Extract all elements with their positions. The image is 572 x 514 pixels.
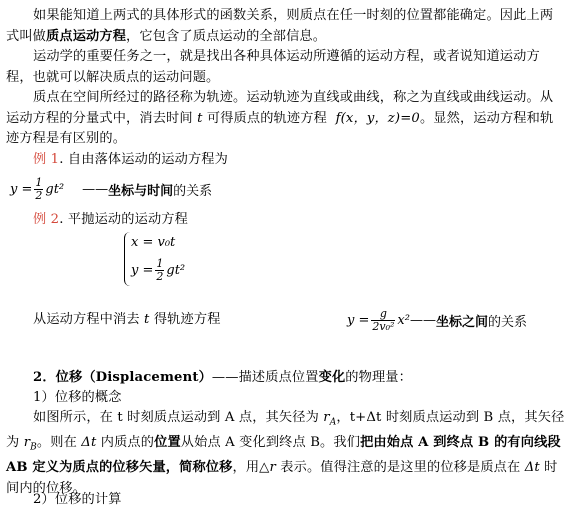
example-1-equation xyxy=(10,172,570,206)
eq1-right: gt² xyxy=(45,181,65,197)
example-1-text: . 自由落体运动的运动方程为 xyxy=(59,152,228,167)
trajectory-text: 从运动方程中消去 t 得轨迹方程 xyxy=(33,312,221,327)
example-2-heading xyxy=(33,210,572,231)
eq1-dash: —— xyxy=(82,181,109,197)
paragraph-displacement: 如图所示，在 t 时刻质点运动到 A 点，其矢径为 $r_A$，t+Δt 时刻质点运动到 B 点，其矢径为 $r_B$。则在 Δt 内质点的位置从始点 A 变化到终点 B。我们把由始点 A 到终点 B 的有向线段 AB 定义为质点的位移矢量，简称位移，用△r 表示。值得注意的是这里的位移是质点在 Δt 时间内的位移。 xyxy=(6,410,565,496)
system-line-y: y = $\frac{1}{2}$ gt² xyxy=(131,256,186,283)
para3-text-3: 。显然，运动方程和轨迹方程是有区别的。 xyxy=(6,110,554,146)
eq2-fraction: $\frac{1}{2}$ xyxy=(156,256,164,283)
traj-dash: —— xyxy=(409,312,436,328)
para1-text-end: ，它包含了质点运动的全部信息。 xyxy=(126,28,327,44)
section-2-bold: 变化 xyxy=(318,370,346,385)
para3-text-2: 可得质点的轨迹方程 xyxy=(206,110,327,126)
displacement-definition: 把由始点 A 到终点 B 的有向线段 AB 定义为质点的位移矢量，简称位移 xyxy=(6,435,561,476)
example-2-text: . 平抛运动的运动方程 xyxy=(59,212,188,227)
eq1-note-bold: 坐标与时间 xyxy=(108,183,174,199)
example-1-label: 例 1 xyxy=(33,152,60,167)
system-line-x: x = v₀t xyxy=(131,235,176,250)
para3-text: 质点在空间所经过的路径称为轨迹。运动轨迹为直线或曲线，称之为直线或曲线运动。从运动方程的分量式中，消去时间 xyxy=(6,90,554,126)
traj-fraction: $\frac{g}{\text{2v₀²}}$ xyxy=(372,306,395,333)
traj-note-tail: 的关系 xyxy=(487,314,527,330)
paragraph-kinematics-task: 运动学的重要任务之一，就是找出各种具体运动所遵循的运动方程，或者说知道运动方程，也就可以解决质点的运动问题。 xyxy=(6,49,540,85)
eq1-fraction: $\frac{1}{2}$ xyxy=(35,175,43,202)
section-2-heading: 2．位移（Displacement）——描述质点位置变化的物理量： xyxy=(33,370,412,385)
example-2-label: 例 2 xyxy=(33,212,60,227)
para1-text: 如果能知道上两式的具体形式的函数关系，则质点在任一时刻的位置都能确定。因此上两式叫做 xyxy=(6,8,554,44)
trajectory-equation: y = $\frac{g}{\text{2v₀²}}$ x² —— 坐标之间 的关系 xyxy=(347,306,527,333)
var-t-2: t xyxy=(144,312,150,327)
trajectory-function: f(x，y，z)=0 xyxy=(335,110,420,126)
traj-note-bold: 坐标之间 xyxy=(435,314,488,330)
eq1-note-tail: 的关系 xyxy=(173,183,213,199)
eq1-left: y = xyxy=(10,181,33,197)
paragraph-motion-equation xyxy=(6,6,566,47)
example-2-system xyxy=(124,232,185,286)
subheading-1: 1）位移的概念 xyxy=(33,390,122,405)
term-motion-equation: 质点运动方程 xyxy=(46,28,127,44)
var-t: t xyxy=(197,110,203,126)
section-2-title: 2．位移（Displacement） xyxy=(33,370,212,385)
paragraph-trajectory xyxy=(6,88,566,150)
subheading-2: 2）位移的计算 xyxy=(33,492,122,507)
example-1-heading xyxy=(33,150,572,171)
